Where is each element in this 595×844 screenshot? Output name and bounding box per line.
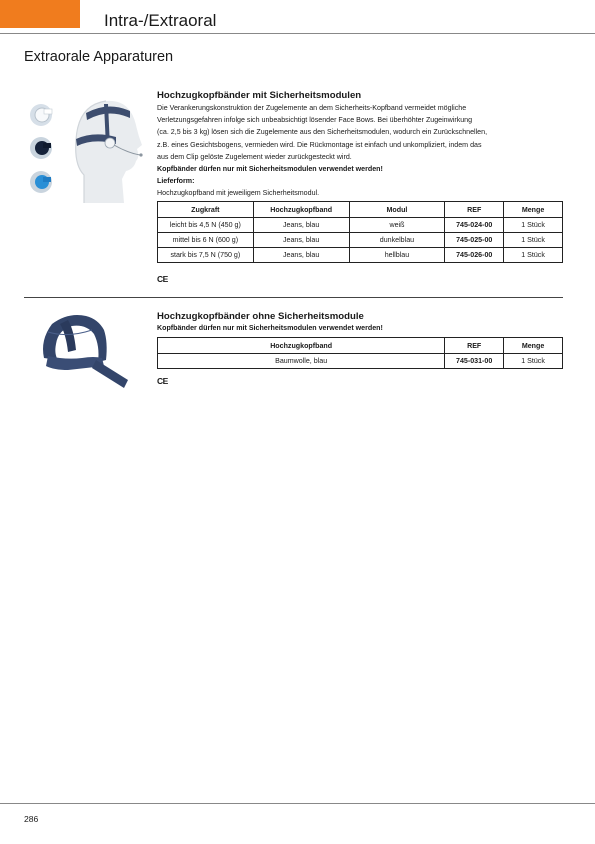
product1-description <box>157 102 563 200</box>
column-header: Hochzugkopfband <box>158 338 445 354</box>
column-header: Hochzugkopfband <box>253 202 349 218</box>
cell-modul: hellblau <box>349 248 445 263</box>
table-row <box>158 233 563 248</box>
module-darkblue-icon <box>30 137 52 159</box>
column-header: Menge <box>504 202 563 218</box>
table-header-row <box>158 202 563 218</box>
section-divider <box>24 297 563 298</box>
column-header: Modul <box>349 202 445 218</box>
header-divider <box>0 33 595 34</box>
product1-image <box>24 95 148 205</box>
cell-kopfband: Jeans, blau <box>253 233 349 248</box>
cell-menge: 1 Stück <box>504 354 563 369</box>
table-header-row <box>158 338 563 354</box>
description-line: Verletzungsgefahren infolge sich unbeabsichtigt lösender Face Bows. Bei überhöhter Zugeinwirkung <box>157 116 473 125</box>
product2-table <box>157 337 563 369</box>
product1-warning: Kopfbänder dürfen nur mit Sicherheitsmodulen verwendet werden! <box>157 165 383 174</box>
product2-warning: Kopfbänder dürfen nur mit Sicherheitsmodulen verwendet werden! <box>157 324 383 332</box>
cell-zugkraft: stark bis 7,5 N (750 g) <box>158 248 254 263</box>
cell-ref: 745-025-00 <box>445 233 504 248</box>
section-title: Extraorale Apparaturen <box>24 49 174 65</box>
footer-divider <box>0 803 595 804</box>
cell-zugkraft: leicht bis 4,5 N (450 g) <box>158 218 254 233</box>
delivery-text: Hochzugkopfband mit jeweiligem Sicherheitsmodul. <box>157 189 320 198</box>
ce-mark: CE <box>157 274 168 284</box>
headgear-strap-icon <box>43 315 128 388</box>
table-row <box>158 354 563 369</box>
header-accent-bar <box>0 0 80 28</box>
cell-ref: 745-024-00 <box>445 218 504 233</box>
cell-kopfband: Baumwolle, blau <box>158 354 445 369</box>
table-row <box>158 218 563 233</box>
cell-menge: 1 Stück <box>504 233 563 248</box>
cell-menge: 1 Stück <box>504 248 563 263</box>
cell-menge: 1 Stück <box>504 218 563 233</box>
product2-warning-block <box>157 322 563 334</box>
cell-kopfband: Jeans, blau <box>253 218 349 233</box>
description-line: z.B. eines Gesichtsbogens, vermieden wird. Die Rückmontage ist einfach und unkompliziert, indem das <box>157 140 482 149</box>
table-row <box>158 248 563 263</box>
column-header: REF <box>445 338 504 354</box>
product2-image <box>38 310 130 390</box>
module-lightblue-icon <box>30 171 52 193</box>
description-line: Die Verankerungskonstruktion der Zugelemente an dem Sicherheits-Kopfband vermeidet mögliche <box>157 104 467 112</box>
product1-table <box>157 201 563 263</box>
cell-kopfband: Jeans, blau <box>253 248 349 263</box>
product2-title: Hochzugkopfbänder ohne Sicherheitsmodule <box>157 311 364 322</box>
description-line: (ca. 2,5 bis 3 kg) lösen sich die Zugelemente aus den Sicherheitsmodulen, wodurch ein Zurückschnellen, <box>157 128 488 137</box>
cell-zugkraft: mittel bis 6 N (600 g) <box>158 233 254 248</box>
cell-ref: 745-026-00 <box>445 248 504 263</box>
mannequin-head-icon <box>76 101 143 203</box>
page-header-title: Intra-/Extraoral <box>104 11 217 30</box>
page-number: 286 <box>24 814 39 824</box>
cell-modul: weiß <box>349 218 445 233</box>
column-header: Menge <box>504 338 563 354</box>
product1-title: Hochzugkopfbänder mit Sicherheitsmodulen <box>157 90 362 101</box>
column-header: Zugkraft <box>158 202 254 218</box>
delivery-label: Lieferform: <box>157 177 195 186</box>
cell-ref: 745-031-00 <box>445 354 504 369</box>
module-white-icon <box>30 104 52 126</box>
cell-modul: dunkelblau <box>349 233 445 248</box>
ce-mark: CE <box>157 376 168 386</box>
description-line: aus dem Clip gelöste Zugelement wieder zurückgesteckt wird. <box>157 152 352 161</box>
column-header: REF <box>445 202 504 218</box>
